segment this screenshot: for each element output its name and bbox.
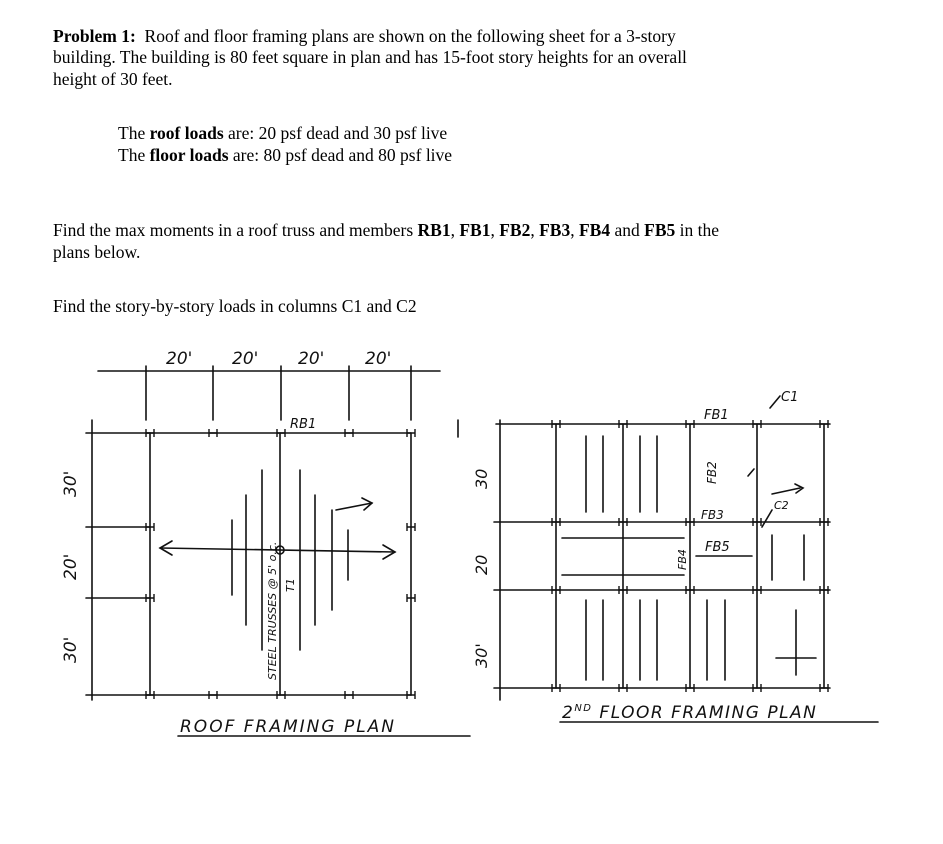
roof-bay-width-2: 20': [232, 349, 259, 369]
c2-label: C2: [774, 499, 789, 512]
column-marker: [277, 429, 285, 437]
floor-framing-plan: [458, 396, 878, 722]
floor-loads-bold: floor loads: [149, 145, 229, 165]
floor-bay-depth-1: 30: [472, 468, 491, 489]
fb4-label: FB4: [676, 549, 689, 570]
fb1-label: FB1: [704, 408, 729, 423]
problem-label: Problem 1:: [53, 26, 136, 46]
column-marker: [209, 691, 217, 699]
roof-bay-depth-2: 20': [61, 553, 81, 580]
fb5-label: FB5: [705, 540, 730, 555]
column-marker: [277, 691, 285, 699]
roof-plan-title: ROOF FRAMING PLAN: [180, 717, 397, 737]
roof-bay-depth-3: 30': [61, 636, 81, 663]
floor-loads-line: The floor loads are: 80 psf dead and 80 psf live: [118, 145, 453, 165]
fb3-label: FB3: [701, 508, 724, 522]
truss-label: STEEL TRUSSES @ 5' o.c.: [266, 541, 279, 680]
roof-loads-line: The roof loads are: 20 psf dead and 30 psf live: [118, 123, 448, 143]
task1-line-1: Find the max moments in a roof truss and members RB1, FB1, FB2, FB3, FB4 and FB5 in the: [53, 220, 719, 240]
fb2-label: FB2: [705, 461, 719, 484]
problem-intro: Roof and floor framing plans are shown on the following sheet for a 3-story: [144, 26, 676, 46]
roof-beam-label: RB1: [290, 417, 317, 432]
floor-bay-depth-3: 30': [472, 643, 491, 668]
floor-bay-depth-2: 20: [472, 554, 491, 575]
roof-loads-bold: roof loads: [149, 123, 224, 143]
floor-plan-title: 2ND FLOOR FRAMING PLAN: [562, 703, 818, 723]
task2-line: Find the story-by-story loads in columns C1 and C2: [53, 296, 417, 316]
problem-line-2: building. The building is 80 feet square in plan and has 15-foot story heights for an overall: [53, 47, 687, 67]
c1-label: C1: [781, 390, 799, 405]
roof-bay-width-4: 20': [365, 349, 392, 369]
roof-bay-width-1: 20': [166, 349, 193, 369]
problem-line-3: height of 30 feet.: [53, 69, 173, 89]
column-marker: [209, 429, 217, 437]
roof-bay-width-3: 20': [298, 349, 325, 369]
truss-id: T1: [284, 578, 297, 592]
roof-bay-depth-1: 30': [61, 470, 81, 497]
column-marker: [345, 429, 353, 437]
task1-line-2: plans below.: [53, 242, 141, 262]
column-marker: [345, 691, 353, 699]
